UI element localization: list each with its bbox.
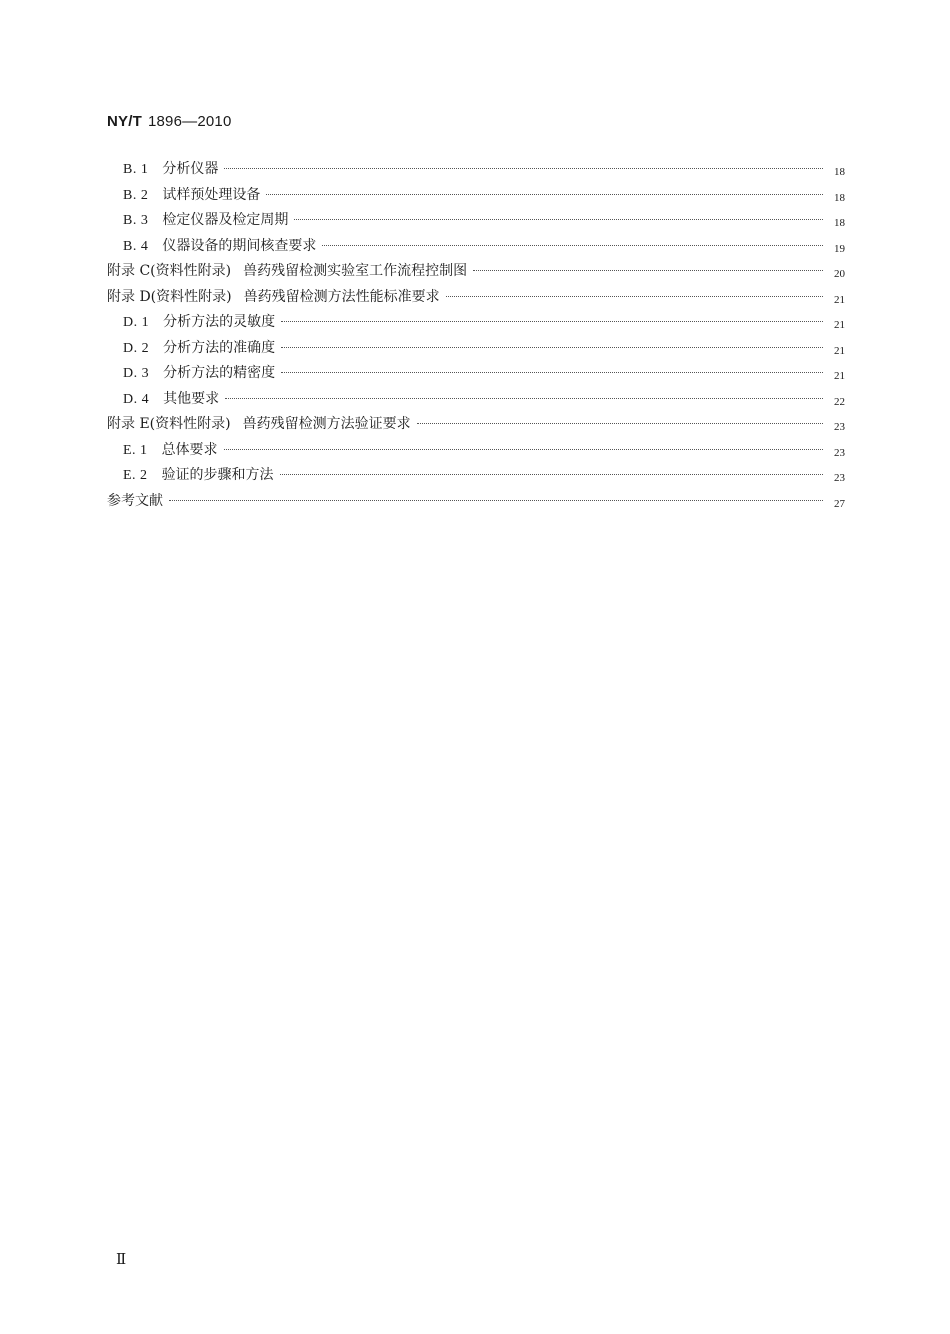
toc-entry-d1[interactable]	[107, 310, 845, 336]
dot-leader	[281, 319, 823, 322]
toc-entry-page: 18	[834, 217, 845, 229]
document-code	[107, 112, 232, 132]
toc-entry-number: E. 2	[123, 468, 148, 483]
toc-entry-b3[interactable]	[107, 208, 845, 234]
toc-entry-d3[interactable]	[107, 361, 845, 387]
toc-entry-page: 19	[834, 242, 845, 255]
toc-entry-title: 兽药残留检测方法验证要求	[242, 416, 411, 432]
toc-entry-page: 23	[834, 472, 845, 484]
dot-leader	[224, 166, 823, 169]
toc-entry-page: 27	[834, 497, 845, 510]
toc-entry-b2[interactable]	[107, 183, 845, 209]
page-number: Ⅱ	[116, 1252, 127, 1268]
toc-entry-d2[interactable]	[107, 336, 845, 362]
toc-entry-annex-e[interactable]	[107, 412, 845, 438]
toc-entry-number: D. 3	[123, 366, 150, 381]
toc-entry-title: 兽药残留检测实验室工作流程控制图	[243, 263, 468, 279]
toc-entry-page: 21	[834, 370, 845, 382]
toc-entry-d4[interactable]	[107, 387, 845, 413]
dot-leader	[281, 345, 823, 348]
toc-entry-page: 21	[834, 293, 845, 306]
toc-entry-e2[interactable]	[107, 463, 845, 489]
toc-entry-page: 21	[834, 344, 845, 357]
toc-entry-number: B. 2	[123, 187, 149, 203]
dot-leader	[294, 217, 823, 220]
toc-entry-title: 分析方法的准确度	[163, 339, 276, 356]
toc-entry-b4[interactable]	[107, 234, 845, 260]
toc-entry-page: 23	[834, 421, 845, 433]
toc-entry-title: 总体要求	[161, 441, 218, 458]
toc-entry-title: 分析仪器	[162, 161, 219, 177]
toc-entry-title: 试样预处理设备	[162, 186, 261, 203]
table-of-contents	[107, 157, 845, 514]
toc-entry-number: D. 2	[123, 340, 150, 356]
document-code-prefix: NY/T	[107, 113, 142, 130]
dot-leader	[225, 396, 823, 399]
dot-leader	[281, 370, 823, 373]
toc-entry-references[interactable]	[107, 489, 845, 515]
dot-leader	[417, 421, 823, 424]
toc-entry-title: 其他要求	[163, 390, 220, 407]
toc-entry-b1[interactable]	[107, 157, 845, 183]
toc-entry-title: 检定仪器及检定周期	[162, 212, 289, 228]
toc-entry-annex-c[interactable]	[107, 259, 845, 285]
dot-leader	[446, 294, 823, 297]
toc-entry-title: 分析方法的精密度	[163, 365, 276, 381]
toc-entry-page: 18	[834, 166, 845, 178]
toc-entry-number: 附录 C(资料性附录)	[107, 263, 232, 279]
dot-leader	[224, 447, 823, 450]
toc-entry-e1[interactable]	[107, 438, 845, 464]
dot-leader	[169, 498, 823, 501]
toc-entry-page: 22	[834, 395, 845, 408]
dot-leader	[266, 192, 823, 195]
toc-entry-number: B. 3	[123, 213, 149, 228]
toc-entry-number: B. 4	[123, 238, 149, 254]
toc-entry-title: 仪器设备的期间核查要求	[162, 237, 317, 254]
dot-leader	[322, 243, 823, 246]
toc-entry-number: B. 1	[123, 162, 149, 177]
toc-entry-title: 验证的步骤和方法	[161, 467, 274, 483]
toc-entry-page: 20	[834, 268, 845, 280]
toc-entry-number: D. 1	[123, 315, 150, 330]
toc-entry-number: E. 1	[123, 442, 148, 458]
toc-entry-page: 21	[834, 319, 845, 331]
toc-entry-number: D. 4	[123, 391, 150, 407]
toc-entry-title: 参考文献	[107, 492, 163, 509]
document-code-number: 1896—2010	[147, 113, 232, 130]
toc-entry-annex-d[interactable]	[107, 285, 845, 311]
dot-leader	[280, 472, 823, 475]
toc-entry-number: 附录 D(资料性附录)	[107, 288, 232, 305]
toc-entry-page: 23	[834, 446, 845, 459]
toc-entry-title: 兽药残留检测方法性能标准要求	[243, 288, 440, 305]
toc-entry-number: 附录 E(资料性附录)	[107, 416, 231, 432]
toc-entry-title: 分析方法的灵敏度	[163, 314, 276, 330]
toc-entry-page: 18	[834, 191, 845, 204]
dot-leader	[473, 268, 823, 271]
